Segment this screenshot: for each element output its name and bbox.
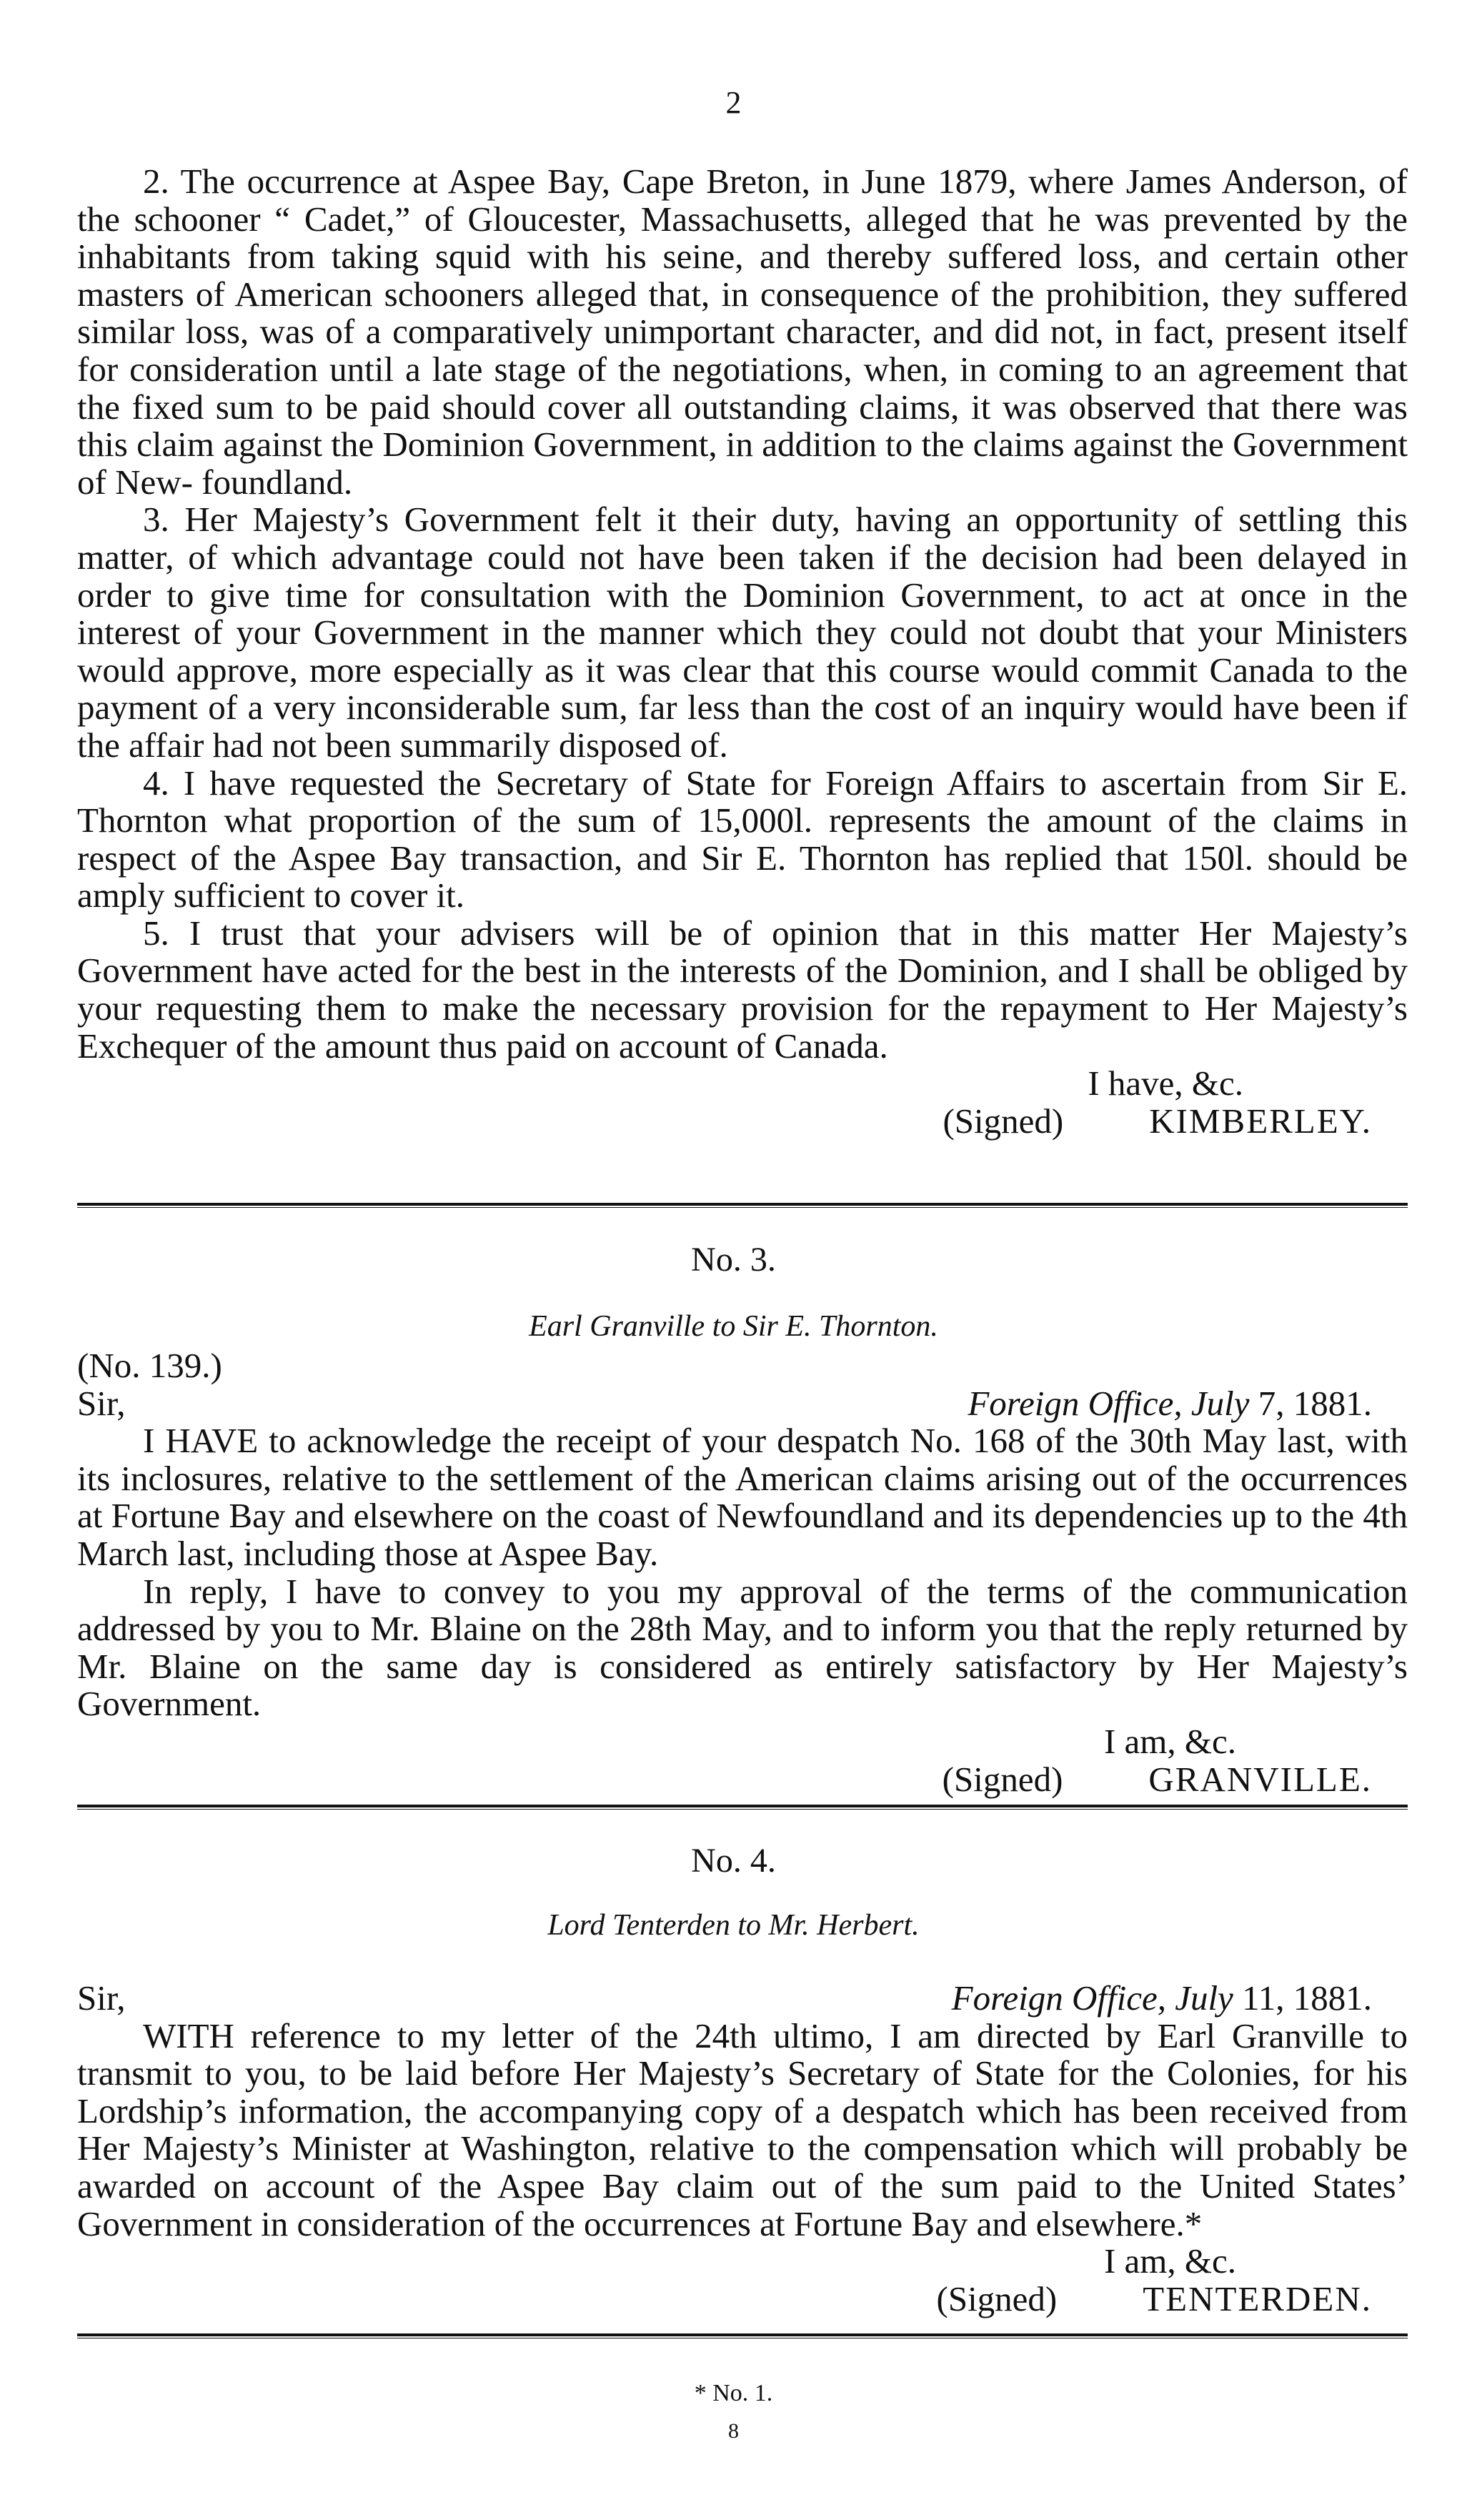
place: Foreign Office, July [968, 1383, 1250, 1423]
signed-label: (Signed) [943, 1101, 1064, 1141]
reference-number: (No. 139.) [77, 1346, 222, 1385]
divider [77, 2333, 1408, 2338]
paragraph: 2. The occurrence at Aspee Bay, Cape Breton, in June 1879, where James Anderson, of the schooner “ Cadet,” of Gloucester, Massachusetts, alleged that he was prevented by the inhabitants from taking squid with his seine, and thereby suffered loss, and certain other masters of American schooners alleged that, in consequence of the prohibition, they suffered similar loss, was of a comparatively unimportant character, and did not, in fact, present itself for consideration until a late stage of the negotiations, when, in coming to an agreement that the fixed sum to be paid should cover all outstanding claims, it was observed that there was this claim against the Dominion Government, in addition to the claims against the Government of New- foundland. [77, 162, 1408, 502]
letter-kimberley [77, 163, 1408, 1140]
paragraph: WITH reference to my letter of the 24th ultimo, I am directed by Earl Granville to transmit to you, to be laid before Her Majesty’s Secretary of State for the Colonies, for his Lordship’s information, the accompanying copy of a despatch which has been received from Her Majesty’s Minister at Washington, relative to the compensation which will probably be awarded on account of the Aspee Bay claim out of the sum paid to the United States’ Government in consideration of the occurrences at Fortune Bay and elsewhere.* [77, 2015, 1408, 2243]
letter-granville [77, 1347, 1408, 1798]
signatory: TENTERDEN. [1143, 2278, 1372, 2318]
footnote: * No. 1. [694, 2380, 773, 2406]
closing: I am, &c. [1103, 2241, 1236, 2281]
salutation: Sir, [77, 1978, 126, 2018]
paragraph: In reply, I have to convey to you my approval of the terms of the communication addressed by you to Mr. Blaine on the 28th May, and to inform you that the reply returned by Mr. Blaine on the same day is considered as entirely satisfactory by Her Majesty’s Government. [77, 1571, 1408, 1724]
signature-line [77, 1761, 1408, 1799]
date: 11, 1881. [1242, 1978, 1372, 2018]
place: Foreign Office, July [951, 1978, 1233, 2018]
divider [77, 1203, 1408, 1208]
signed-label: (Signed) [936, 2278, 1058, 2318]
closing: I am, &c. [1103, 1721, 1236, 1761]
paragraph: 4. I have requested the Secretary of State for Foreign Affairs to ascertain from Sir E. Thornton what proportion of the sum of 15,000l. represents the amount of the claims in respect of the Aspee Bay transaction, and Sir E. Thornton has replied that 150l. should be amply sufficient to cover it. [77, 763, 1408, 916]
divider [77, 1805, 1408, 1810]
signatory: KIMBERLEY. [1149, 1101, 1372, 1141]
section-heading: No. 3. [691, 1241, 776, 1279]
signature-line [77, 1103, 1408, 1141]
paragraph: 5. I trust that your advisers will be of opinion that in this matter Her Majesty’s Government have acted for the best in the interests of the Dominion, and I shall be obliged by your requesting them to make the necessary provision for the repayment to Her Majesty’s Exchequer of the amount thus paid on account of Canada. [77, 913, 1408, 1066]
signature-mark: 8 [728, 2419, 739, 2443]
closing: I have, &c. [1088, 1063, 1243, 1103]
dateline [77, 1385, 1408, 1423]
section-heading: No. 4. [691, 1842, 776, 1880]
dateline [77, 1980, 1408, 2018]
signature-line [77, 2278, 1408, 2318]
letter-title: Earl Granville to Sir E. Thornton. [529, 1310, 938, 1343]
paragraph: 3. Her Majesty’s Government felt it their duty, having an opportunity of settling this matter, of which advantage could not have been taken if the decision had been delayed in order to give time for consultation with the Dominion Government, to act at once in the interest of your Government in the manner which they could not doubt that your Ministers would approve, more especially as it was clear that this course would commit Canada to the payment of a very inconsiderable sum, far less than the cost of an inquiry would have been if the affair had not been summarily disposed of. [77, 500, 1408, 765]
date: 7, 1881. [1258, 1383, 1372, 1423]
signatory: GRANVILLE. [1148, 1759, 1372, 1799]
letter-tenterden [77, 1980, 1408, 2318]
page-number: 2 [725, 85, 742, 120]
paragraph: I HAVE to acknowledge the receipt of your despatch No. 168 of the 30th May last, with its inclosures, relative to the settlement of the American claims arising out of the occurrences at Fortune Bay and elsewhere on the coast of Newfoundland and its dependencies up to the 4th March last, including those at Aspee Bay. [77, 1421, 1408, 1573]
letter-title: Lord Tenterden to Mr. Herbert. [547, 1909, 920, 1942]
salutation: Sir, [77, 1383, 126, 1423]
signed-label: (Signed) [942, 1759, 1063, 1799]
